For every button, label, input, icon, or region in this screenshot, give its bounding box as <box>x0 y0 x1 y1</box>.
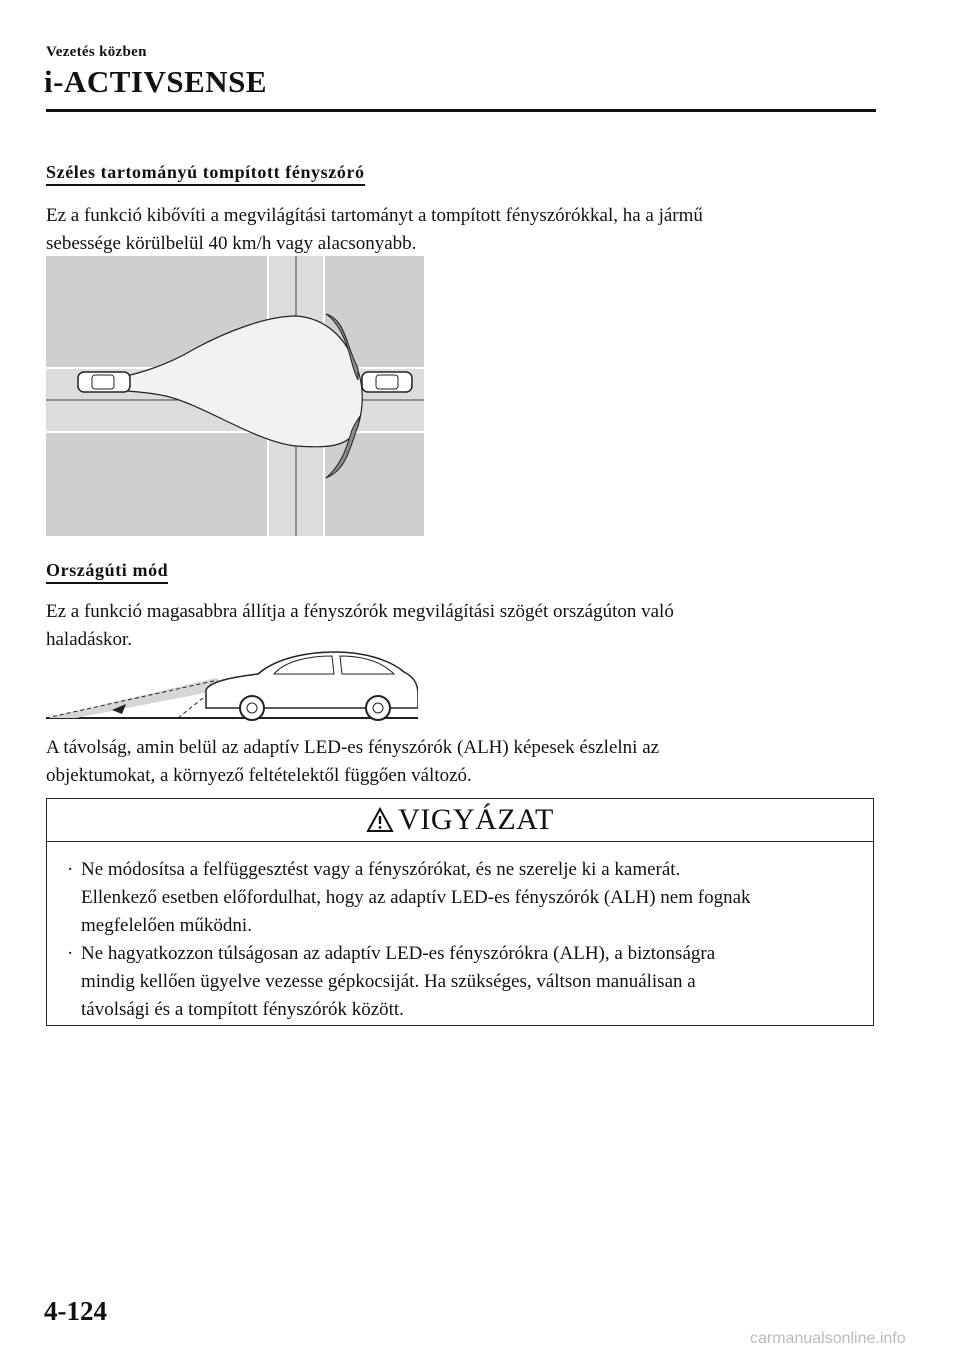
header-rule <box>46 109 876 112</box>
caution-header <box>47 799 873 842</box>
left-car-icon <box>78 372 130 392</box>
wide-beam-line-1: Ez a funkció kibővíti a megvilágítási tartományt a tompított fényszórókkal, ha a jármű <box>46 205 703 226</box>
watermark: carmanualsonline.info <box>750 1330 906 1347</box>
caution-item-1-line-3: megfelelően működni. <box>81 915 252 936</box>
highway-mode-heading: Országúti mód <box>46 560 168 584</box>
caution-box <box>46 798 874 1026</box>
page-number: 4-124 <box>44 1296 107 1326</box>
caution-item-2-line-3: távolsági és a tompított fényszórók között. <box>81 999 404 1020</box>
caution-item <box>67 856 863 940</box>
warning-triangle-icon <box>366 807 394 833</box>
highway-mode-line-2: haladáskor. <box>46 629 133 650</box>
highway-mode-line-1: Ez a funkció magasabbra állítja a fényszórók megvilágítási szögét országúton való <box>46 601 674 622</box>
caution-item-1-line-1: Ne módosítsa a felfüggesztést vagy a fényszórókat, és ne szerelje ki a kamerát. <box>81 859 681 880</box>
bullet-dot-icon: · <box>67 943 74 964</box>
caution-title: VIGYÁZAT <box>398 803 554 836</box>
wide-beam-line-2: sebessége körülbelül 40 km/h vagy alacsonyabb. <box>46 233 417 254</box>
wide-beam-heading: Széles tartományú tompított fényszóró <box>46 162 365 186</box>
chapter-title: Vezetés közben <box>46 44 147 60</box>
right-car-icon <box>362 372 412 392</box>
highway-mode-car-diagram <box>46 646 418 722</box>
wide-beam-intersection-diagram <box>46 256 424 536</box>
caution-item <box>67 940 863 1024</box>
rear-wheel-icon <box>366 696 390 720</box>
distance-note <box>46 734 866 790</box>
caution-list <box>47 842 873 1024</box>
section-title: i-ACTIVSENSE <box>44 64 268 99</box>
front-wheel-icon <box>240 696 264 720</box>
beam-area <box>46 678 220 718</box>
caution-item-2-line-2: mindig kellően ügyelve vezesse gépkocsiját. Ha szükséges, váltson manuálisan a <box>81 971 696 992</box>
wide-beam-paragraph <box>46 202 866 258</box>
caution-item-2-line-1: Ne hagyatkozzon túlságosan az adaptív LED-es fényszórókra (ALH), a biztonságra <box>81 943 716 964</box>
distance-note-line-1: A távolság, amin belül az adaptív LED-es fényszórók (ALH) képesek észlelni az <box>46 737 660 758</box>
bullet-dot-icon: · <box>67 859 74 880</box>
caution-item-1-line-2: Ellenkező esetben előfordulhat, hogy az adaptív LED-es fényszórók (ALH) nem fognak <box>81 887 751 908</box>
distance-note-line-2: objektumokat, a környező feltételektől függően változó. <box>46 765 472 786</box>
